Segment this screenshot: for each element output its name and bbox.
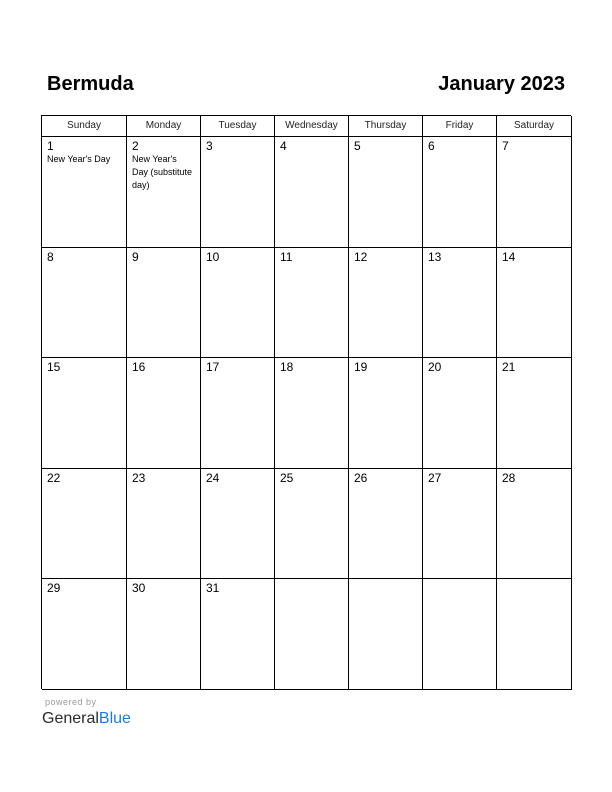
day-cell — [42, 248, 127, 358]
day-cell — [497, 469, 572, 579]
day-cell — [423, 248, 497, 358]
brand-general-text: General — [42, 710, 99, 727]
weekday-header-thursday: Thursday — [349, 116, 423, 137]
day-cell — [423, 469, 497, 579]
page-title-month: January 2023 — [438, 73, 565, 95]
day-number: 14 — [502, 250, 516, 264]
weekday-header-monday: Monday — [127, 116, 201, 137]
calendar-grid — [41, 115, 571, 689]
day-number: 16 — [132, 360, 146, 374]
day-number: 27 — [428, 471, 442, 485]
day-cell — [42, 137, 127, 248]
day-cell — [423, 137, 497, 248]
weekday-header-sunday: Sunday — [42, 116, 127, 137]
day-cell — [42, 358, 127, 469]
day-cell — [349, 248, 423, 358]
weekday-header-wednesday: Wednesday — [275, 116, 349, 137]
day-cell — [127, 137, 201, 248]
day-cell — [127, 248, 201, 358]
day-cell — [201, 137, 275, 248]
day-number: 19 — [354, 360, 368, 374]
day-number: 31 — [206, 581, 220, 595]
day-number: 20 — [428, 360, 442, 374]
day-number: 4 — [280, 139, 287, 153]
day-cell-empty — [275, 579, 349, 690]
day-cell — [127, 469, 201, 579]
day-number: 15 — [47, 360, 61, 374]
generalblue-logo — [42, 709, 162, 729]
day-cell-empty — [423, 579, 497, 690]
day-cell — [127, 358, 201, 469]
day-cell — [201, 248, 275, 358]
day-cell-empty — [349, 579, 423, 690]
day-cell-empty — [497, 579, 572, 690]
day-cell — [497, 358, 572, 469]
day-number: 10 — [206, 250, 220, 264]
footer-branding — [42, 697, 162, 731]
day-number: 26 — [354, 471, 368, 485]
day-number: 21 — [502, 360, 516, 374]
day-cell — [42, 469, 127, 579]
day-number: 1 — [47, 139, 54, 153]
day-cell — [42, 579, 127, 690]
day-cell — [497, 248, 572, 358]
day-cell — [349, 358, 423, 469]
day-cell — [497, 137, 572, 248]
day-number: 18 — [280, 360, 294, 374]
weekday-header-tuesday: Tuesday — [201, 116, 275, 137]
weekday-header-friday: Friday — [423, 116, 497, 137]
day-number: 28 — [502, 471, 516, 485]
day-cell — [275, 137, 349, 248]
day-cell — [349, 137, 423, 248]
day-number: 30 — [132, 581, 146, 595]
day-number: 11 — [280, 250, 293, 264]
day-number: 5 — [354, 139, 361, 153]
day-cell — [127, 579, 201, 690]
day-cell — [201, 469, 275, 579]
day-cell — [423, 358, 497, 469]
day-cell — [275, 358, 349, 469]
day-cell — [275, 469, 349, 579]
day-cell — [275, 248, 349, 358]
day-number: 29 — [47, 581, 61, 595]
day-number: 22 — [47, 471, 61, 485]
day-number: 6 — [428, 139, 435, 153]
day-number: 23 — [132, 471, 146, 485]
day-number: 9 — [132, 250, 139, 264]
day-number: 24 — [206, 471, 220, 485]
day-number: 7 — [502, 139, 509, 153]
day-number: 2 — [132, 139, 139, 153]
page-title-country: Bermuda — [47, 73, 134, 95]
day-number: 12 — [354, 250, 368, 264]
day-cell — [349, 469, 423, 579]
day-cell — [201, 358, 275, 469]
day-cell — [201, 579, 275, 690]
day-number: 13 — [428, 250, 442, 264]
day-number: 3 — [206, 139, 213, 153]
holiday-label: New Year's Day — [47, 154, 111, 164]
holiday-label: New Year's Day (substitute day) — [132, 154, 193, 190]
day-number: 25 — [280, 471, 294, 485]
brand-blue-text: Blue — [98, 710, 131, 727]
weekday-header-saturday: Saturday — [497, 116, 572, 137]
day-number: 17 — [206, 360, 220, 374]
powered-by-text: powered by — [45, 697, 97, 707]
day-number: 8 — [47, 250, 54, 264]
